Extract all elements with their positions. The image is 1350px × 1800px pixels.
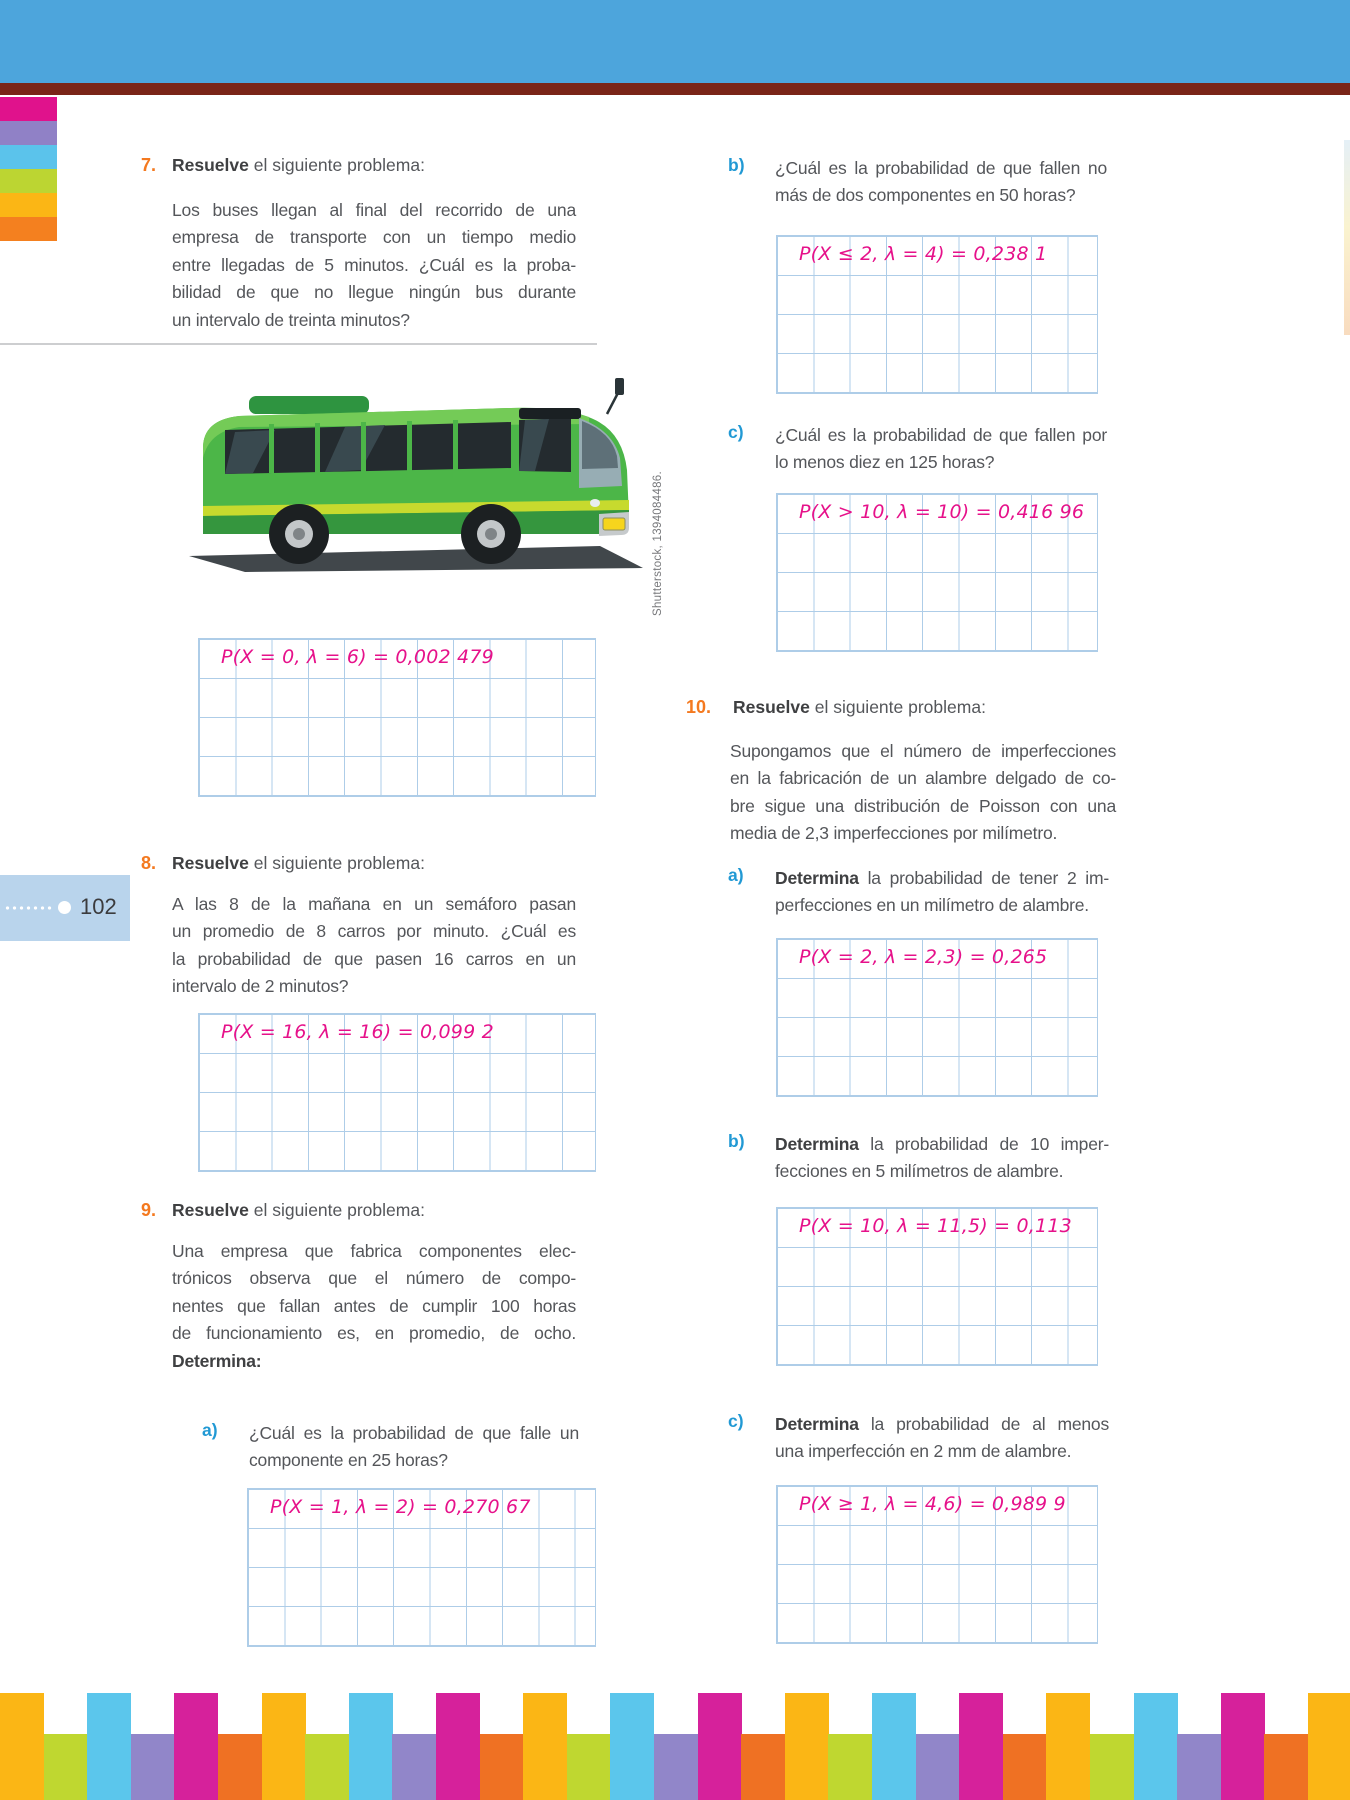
side-tab	[0, 193, 57, 217]
side-tab	[0, 217, 57, 241]
answer-text-9a: P(X = 1, λ = 2) = 0,270 67	[270, 1496, 531, 1518]
answer-text-7: P(X = 0, λ = 6) = 0,002 479	[221, 646, 494, 668]
problem-8-number: 8.	[141, 853, 157, 873]
footer-bar	[174, 1693, 218, 1800]
footer-bar	[0, 1693, 44, 1800]
item-10c-label: c)	[728, 1411, 744, 1431]
footer-bar	[1308, 1693, 1350, 1800]
answer-grid-8	[198, 1013, 596, 1172]
footer-bar	[305, 1734, 349, 1800]
footer-bar	[1177, 1734, 1221, 1800]
footer-bar	[959, 1693, 1003, 1800]
problem-8-text: A las 8 de la mañana en un semáforo pasan un promedio de 8 carros por minuto. ¿Cuál es la probabilidad de que pasen 16 carros en un intervalo de 2 minutos?	[172, 894, 576, 997]
footer-bar	[131, 1734, 175, 1800]
side-tab	[0, 121, 57, 145]
footer-bar	[828, 1734, 872, 1800]
problem-9-text: Una empresa que fabrica componentes elec- trónicos observa que el número de compo- nentes que fallan antes de cumplir 100 horas de funcionamiento es, en promedio, de ocho. Determina:	[172, 1241, 576, 1371]
footer-bar	[480, 1734, 524, 1800]
item-9a-label: a)	[202, 1420, 218, 1440]
footer-bar	[698, 1693, 742, 1800]
footer-bar	[916, 1734, 960, 1800]
problem-10-heading: Resuelve el siguiente problema:	[733, 697, 986, 717]
footer-bar	[610, 1693, 654, 1800]
footer-bar	[44, 1734, 88, 1800]
item-10b-text: Determina la probabilidad de 10 imper- fecciones en 5 milímetros de alambre.	[775, 1134, 1109, 1182]
footer-bar	[1221, 1693, 1265, 1800]
page-number-box	[0, 875, 130, 941]
footer-bar	[741, 1734, 785, 1800]
problem-10-number: 10.	[686, 697, 712, 717]
bottom-bar-pattern	[0, 1693, 1350, 1800]
item-10a-label: a)	[728, 865, 744, 885]
footer-bar	[349, 1693, 393, 1800]
item-9c-label: c)	[728, 422, 744, 442]
answer-grid-10b	[776, 1207, 1098, 1366]
dotted-leader	[4, 905, 54, 911]
side-tab	[0, 145, 57, 169]
footer-bar	[218, 1734, 262, 1800]
answer-grid-10c	[776, 1485, 1098, 1644]
right-edge-color-strip	[1344, 140, 1350, 335]
answer-grid-7	[198, 638, 596, 797]
footer-bar	[1134, 1693, 1178, 1800]
side-tab	[0, 169, 57, 193]
problem-10-text: Supongamos que el número de imperfecciones en la fabricación de un alambre delgado de co- bre sigue una distribución de Poisson con una media de 2,3 imperfecciones por milímetro.	[730, 741, 1116, 844]
header-blue-band	[0, 0, 1350, 83]
answer-grid-9b	[776, 235, 1098, 394]
problem-7-text: Los buses llegan al final del recorrido de una empresa de transporte con un tiempo medio entre llegadas de 5 minutos. ¿Cuál es la proba- bilidad de que no llegue ningún bus durante un intervalo de treinta minutos?	[172, 200, 576, 330]
answer-text-8: P(X = 16, λ = 16) = 0,099 2	[221, 1021, 494, 1043]
item-9a-text: ¿Cuál es la probabilidad de que falle un componente en 25 horas?	[249, 1423, 579, 1471]
bus-illustration	[175, 356, 650, 596]
answer-text-10b: P(X = 10, λ = 11,5) = 0,113	[799, 1215, 1072, 1237]
footer-bar	[1046, 1693, 1090, 1800]
footer-bar	[872, 1693, 916, 1800]
footer-bar	[1090, 1734, 1134, 1800]
item-10c-text: Determina la probabilidad de al menos una imperfección en 2 mm de alambre.	[775, 1414, 1109, 1462]
answer-text-10a: P(X = 2, λ = 2,3) = 0,265	[799, 946, 1048, 968]
footer-bar	[436, 1693, 480, 1800]
section-divider-line	[0, 343, 597, 345]
footer-bar	[785, 1693, 829, 1800]
problem-9-number: 9.	[141, 1200, 157, 1220]
item-9b-label: b)	[728, 155, 745, 175]
side-tab	[0, 97, 57, 121]
footer-bar	[87, 1693, 131, 1800]
side-color-tabs	[0, 97, 57, 241]
item-9b-text: ¿Cuál es la probabilidad de que fallen no más de dos componentes en 50 horas?	[775, 158, 1107, 206]
answer-grid-9a	[247, 1488, 596, 1647]
item-10b-label: b)	[728, 1131, 745, 1151]
answer-text-10c: P(X ≥ 1, λ = 4,6) = 0,989 9	[799, 1493, 1066, 1515]
header-maroon-band	[0, 83, 1350, 95]
item-10a-text: Determina la probabilidad de tener 2 im- perfecciones en un milímetro de alambre.	[775, 868, 1109, 916]
answer-grid-9c	[776, 493, 1098, 652]
problem-9-heading: Resuelve el siguiente problema:	[172, 1200, 425, 1220]
answer-text-9c: P(X > 10, λ = 10) = 0,416 96	[799, 501, 1085, 523]
photo-credit: Shutterstock, 1394084486.	[652, 471, 664, 616]
answer-grid-10a	[776, 938, 1098, 1097]
item-9c-text: ¿Cuál es la probabilidad de que fallen por lo menos diez en 125 horas?	[775, 425, 1107, 473]
page-number: 102	[80, 894, 117, 919]
leader-dot	[58, 901, 71, 914]
bus-image	[175, 356, 650, 596]
answer-text-9b: P(X ≤ 2, λ = 4) = 0,238 1	[799, 243, 1048, 265]
footer-bar	[1264, 1734, 1308, 1800]
footer-bar	[1003, 1734, 1047, 1800]
footer-bar	[567, 1734, 611, 1800]
problem-7-number: 7.	[141, 155, 157, 175]
footer-bar	[654, 1734, 698, 1800]
footer-bar	[523, 1693, 567, 1800]
footer-bar	[392, 1734, 436, 1800]
problem-8-heading: Resuelve el siguiente problema:	[172, 853, 425, 873]
footer-bar	[262, 1693, 306, 1800]
problem-7-heading: Resuelve el siguiente problema:	[172, 155, 425, 175]
